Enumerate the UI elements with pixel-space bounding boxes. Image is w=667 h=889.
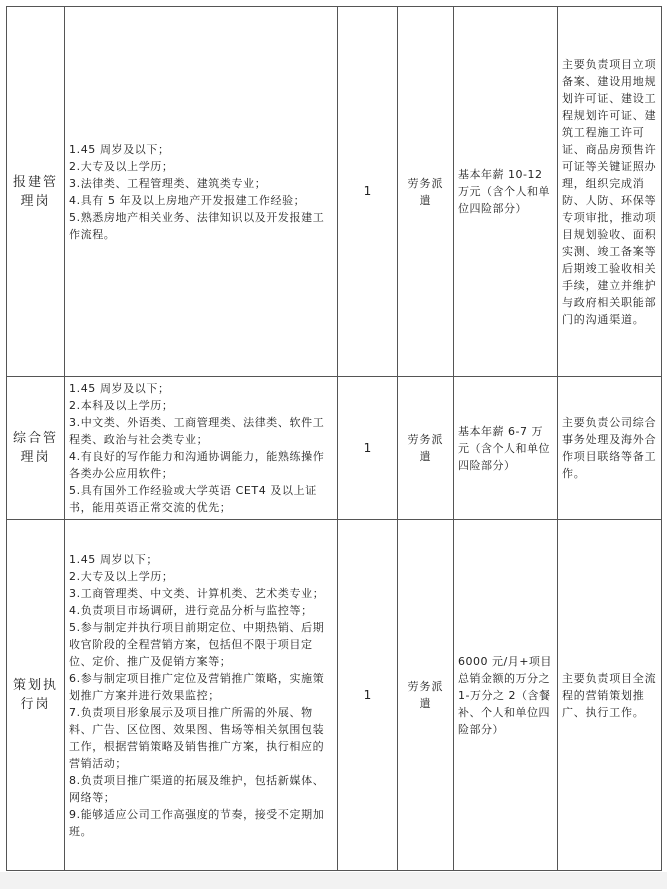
employment-type: 劳务派遣	[398, 377, 454, 520]
page-bottom-margin	[0, 872, 667, 889]
table-row	[7, 377, 662, 520]
requirement-item: 3.法律类、工程管理类、建筑类专业；	[69, 176, 267, 190]
requirement-item: 3.中文类、外语类、工商管理类、法律类、软件工程类、政治与社会类专业；	[69, 416, 325, 446]
requirement-item: 4.具有 5 年及以上房地产开发报建工作经验；	[69, 193, 306, 207]
requirement-item: 4.有良好的写作能力和沟通协调能力，能熟练操作各类办公应用软件；	[69, 450, 325, 480]
requirement-item: 1.45 周岁以下；	[69, 552, 158, 566]
job-table	[6, 6, 662, 871]
salary: 6000 元/月+项目总销金额的万分之 1-万分之 2（含餐补、个人和单位四险部分）	[454, 520, 558, 871]
requirement-item: 1.45 周岁及以下；	[69, 382, 170, 395]
duties: 主要负责项目全流程的营销策划推广、执行工作。	[558, 520, 662, 871]
duties: 主要负责公司综合事务处理及海外合作项目联络等备工作。	[558, 377, 662, 520]
requirement-item: 8.负责项目推广渠道的拓展及维护，包括新媒体、网络等；	[69, 773, 325, 804]
requirements-cell	[65, 520, 338, 871]
position-title: 综合管理岗	[7, 377, 65, 520]
headcount: 1	[338, 7, 398, 377]
requirements-cell	[65, 7, 338, 377]
requirement-item: 2.大专及以上学历；	[69, 569, 174, 583]
salary: 基本年薪 10-12 万元（含个人和单位四险部分）	[454, 7, 558, 377]
requirement-item: 3.工商管理类、中文类、计算机类、艺术类专业；	[69, 586, 325, 600]
requirement-item: 4.负责项目市场调研，进行竞品分析与监控等；	[69, 603, 313, 617]
requirement-item: 5.参与制定并执行项目前期定位、中期热销、后期收官阶段的全程营销方案，包括但不限于项目定位、定价、推广及促销方案等；	[69, 620, 325, 668]
duties: 主要负责项目立项备案、建设用地规划许可证、建设工程规划许可证、建筑工程施工许可证、商品房预售许可证等关键证照办理，组织完成消防、人防、环保等专项审批，推动项目规划验收、面积实测、竣工备案等后期竣工验收相关手续，建立并维护与政府相关职能部门的沟通渠道。	[558, 7, 662, 377]
table-row	[7, 520, 662, 871]
employment-type: 劳务派遣	[398, 520, 454, 871]
requirement-item: 7.负责项目形象展示及项目推广所需的外展、物料、广告、区位图、效果图、售场等相关氛围包装工作，根据营销策略及销售推广方案，执行相应的营销活动；	[69, 705, 325, 770]
requirement-item: 9.能够适应公司工作高强度的节奏，接受不定期加班。	[69, 807, 325, 838]
headcount: 1	[338, 520, 398, 871]
position-title: 报建管理岗	[7, 7, 65, 377]
table-row	[7, 7, 662, 377]
requirements-cell	[65, 377, 338, 520]
position-title: 策划执行岗	[7, 520, 65, 871]
headcount: 1	[338, 377, 398, 520]
requirement-item: 2.本科及以上学历；	[69, 399, 174, 412]
salary: 基本年薪 6-7 万元（含个人和单位四险部分）	[454, 377, 558, 520]
requirement-item: 2.大专及以上学历；	[69, 159, 174, 173]
requirement-item: 1.45 周岁及以下；	[69, 142, 170, 156]
requirement-item: 5.具有国外工作经验或大学英语 CET4 及以上证书，能用英语正常交流的优先；	[69, 484, 317, 514]
requirement-item: 6.参与制定项目推广定位及营销推广策略，实施策划推广方案并进行效果监控；	[69, 671, 325, 702]
employment-type: 劳务派遣	[398, 7, 454, 377]
requirement-item: 5.熟悉房地产相关业务、法律知识以及开发报建工作流程。	[69, 210, 325, 241]
